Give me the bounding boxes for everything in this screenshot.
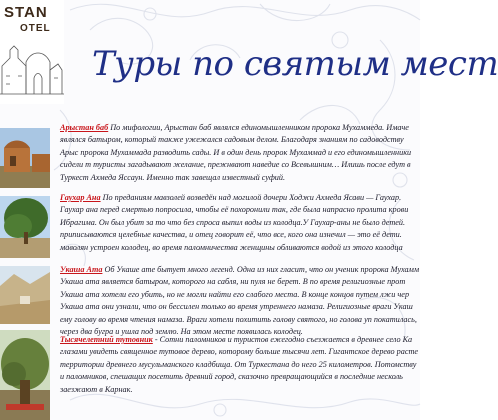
- logo-line-1: STAN: [4, 4, 48, 21]
- page-title: Туры по святым мест: [92, 44, 498, 84]
- logo-line-2: OTEL: [20, 23, 51, 34]
- section-arystan-bab: [60, 122, 420, 190]
- photo-ukasha-ata: [0, 266, 50, 324]
- logo-building-drawing: [0, 36, 64, 96]
- section-name: Укаша Ата: [60, 265, 103, 274]
- section-ukasha-ata: [60, 264, 420, 337]
- section-text: По мифологии, Арыстан баб являлся единомышленником пророка Мухаммеда. Имаче являлся батыром, который также ужежался садовым делом. Благодаря знаниям по садоводству Арыс пророка Мухаммада разводить сады. И в один день пророк Мухаммад и его единомышленники сидели т туристы загадывают желание, прежнвают наведие со Всевышним… Илишь после едут в Туркест Ахмеда Яссаун. Именно так завещал известный суфий.: [60, 123, 412, 182]
- photo-mulberry-tree: [0, 330, 50, 420]
- section-name: Тысячелетний тутовник: [60, 335, 153, 344]
- photo-arystan-bab: [0, 128, 50, 188]
- section-name: Гаухар Ана: [60, 193, 101, 202]
- hotel-logo: [0, 0, 64, 104]
- section-text: По преданиям мавзолей возведён над могилой дочери Ходжи Ахмеда Ясави — Гаухар. Гаухар ана перед смертью попросила, чтобы её похоронили так, где была напрасно пролита крови Ибрагима. Он был убит за то что без спроса выпил воды из колодца.У Гаухар-аны не было детей. приписываются целебные качества, и отец говорит её, что все, кого она изнечил — это её дети. маволян устроен колодец, во время паломничества женщины обливаются водой из этого колодца: [60, 193, 409, 252]
- section-text: - Сотни паломников и туристов ежегодно съезжается в древнее село Ка глазами увидеть священное тутовое дерево, которому больше тысячи лет. Гигантское дерево расте территории древнего мусульманского кладбища. От Туркестана до него 25 километров. Потомству и паломников, спешащих посетить древний город, сказочно превращающийся в последние несколь заезжают в Карнак.: [60, 335, 418, 394]
- section-text: Об Укаше ате бытует много легенд. Одна из них гласит, что он ученик пророка Мухамм Укаша ата является батыром, которого на сабля, ни пуля не берет. В по время религиозные прот Укаша ата хотели его убить, но не могли найти его слабого места. В конце концов путем лжи чер Укаша ата они узнали, что он бессилен только во время утреннего намаза. Религиозные враги Укаш ему голову во время чтения намаза. Враги хотели похитить голову святого, но голова уп покатилась, через два бугра и ушла под землю. На этом месте появилась колодец.: [60, 265, 420, 337]
- photo-gaukhar-ana: [0, 196, 50, 258]
- section-mulberry-tree: [60, 334, 420, 420]
- section-name: Арыстан баб: [60, 123, 109, 132]
- section-gaukhar-ana: [60, 192, 420, 256]
